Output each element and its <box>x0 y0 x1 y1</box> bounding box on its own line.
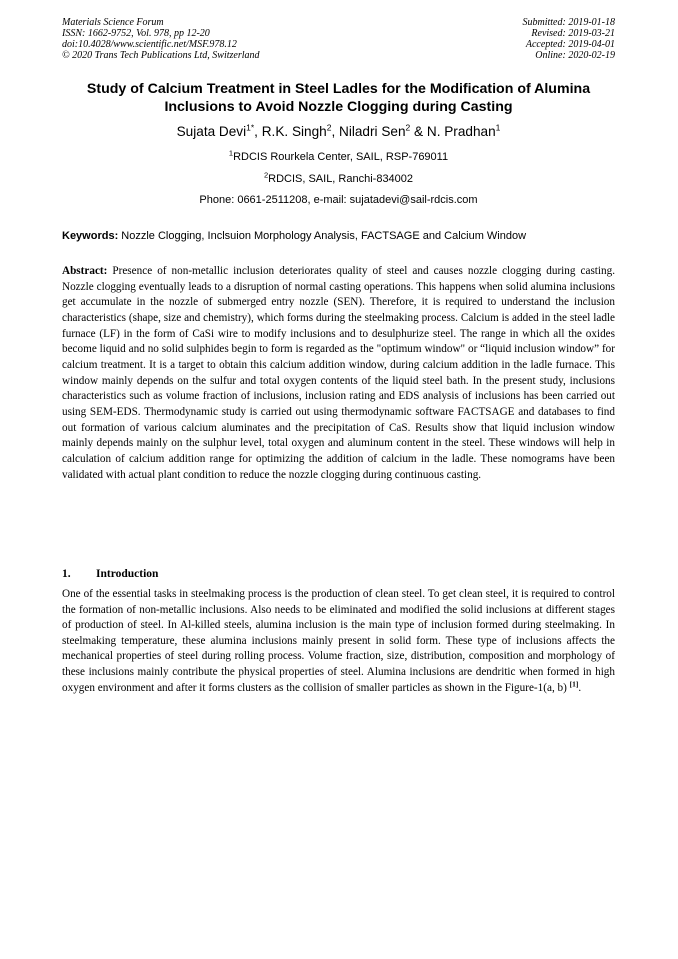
introduction-paragraph <box>62 587 615 696</box>
author-affiliation-mark: 2 <box>405 122 411 133</box>
author-affiliation-mark: 1 <box>495 122 501 133</box>
keywords <box>62 229 615 243</box>
journal-info <box>62 17 260 61</box>
section-heading <box>62 567 158 581</box>
paper-title: Study of Calcium Treatment in Steel Ladles for the Modification of Alumina Inclusions to Avoid Nozzle Clogging during Casting <box>86 81 591 115</box>
abstract <box>62 264 615 483</box>
abstract-text: Presence of non-metallic inclusion deteriorates quality of steel and causes nozzle clogging during casting. Nozzle clogging eventually leads to a disruption of normal casting operations. This happens when solid alumina inclusions get accumulate in the nozzle of submerged entry nozzle (SEN). Therefore, it is required to understand the inclusion characteristics (shape, size and chemistry), which forms during the steelmaking process. Calcium is added in the steel ladle furnace (LF) in the form of CaSi wire to modify inclusions and to desulphurize steel. The range in which all the oxides become liquid and no solid sulphides begin to form is regarded as the "optimum window" or “liquid inclusion window” for calcium treatment. It is a target to obtain this calcium addition window, during calcium addition in the ladle furnace. This window mainly depends on the sulfur and total oxygen contents of the liquid steel bath. In the present study, inclusions characteristics such as volume fraction of inclusions, inclusion rating and EDS analysis of inclusions has been carried out using SEM-EDS. Thermodynamic study is carried out using thermodynamic software FACTSAGE and databases to find out formation of various calcium aluminates and the precipitation of CaS. Results show that liquid inclusion window mainly depends mainly on the sulphur level, total oxygen and aluminum content in the steel. These windows will help in calculation of calcium addition range for optimizing the addition of calcium in the ladle. These nomograms have been validated with actual plant condition to reduce the nozzle clogging during continuous casting. <box>62 265 615 481</box>
author-affiliation-mark: 1* <box>246 122 255 133</box>
keywords-label: Keywords: <box>62 230 119 242</box>
introduction-end: . <box>578 681 582 694</box>
author-separator: , <box>331 124 340 139</box>
author-list <box>62 123 615 140</box>
author-name: R.K. Singh <box>261 124 327 139</box>
author-affiliation-mark: 2 <box>326 122 332 133</box>
author-separator: , <box>254 124 262 139</box>
contact-info: Phone: 0661-2511208, e-mail: sujatadevi@sail-rdcis.com <box>199 194 478 206</box>
author-name: Sujata Devi <box>176 124 247 139</box>
abstract-label: Abstract: <box>62 265 108 277</box>
journal-issn: ISSN: 1662-9752, Vol. 978, pp 12-20 <box>62 28 210 39</box>
citation-mark: [1] <box>569 678 579 688</box>
author-name: N. Pradhan <box>426 124 496 139</box>
journal-name: Materials Science Forum <box>62 17 164 28</box>
journal-doi: doi:10.4028/www.scientific.net/MSF.978.12 <box>62 39 237 50</box>
affiliation-1 <box>62 150 615 164</box>
date-submitted: Submitted: 2019-01-18 <box>522 17 615 28</box>
author-separator: & <box>410 124 427 139</box>
affiliation-2 <box>62 172 615 186</box>
date-accepted: Accepted: 2019-04-01 <box>525 39 615 50</box>
affiliation-text: RDCIS, SAIL, Ranchi-834002 <box>268 173 414 185</box>
affiliation-text: RDCIS Rourkela Center, SAIL, RSP-769011 <box>233 151 449 163</box>
affiliation-mark: 2 <box>263 170 269 180</box>
section-number: 1. <box>62 568 71 580</box>
affiliation-mark: 1 <box>228 148 234 158</box>
date-revised: Revised: 2019-03-21 <box>531 28 615 39</box>
introduction-text: One of the essential tasks in steelmaking process is the production of clean steel. To get clean steel, it is required to control the formation of non-metallic inclusions. Also needs to be eliminated and modified the solid inclusions at different stages of production of steel. In Al-killed steels, alumina inclusion is the main type of inclusion formed during steelmaking. In steelmaking temperature, these alumina inclusions mainly present in solid form. These type of inclusions affects the mechanical properties of steel during rolling process. Volume fraction, size, distribution, composition and morphology of these inclusions mainly contribute the physical properties of steel. Alumina inclusions are dendritic when formed in high oxygen environment and after it forms clusters as the collision of smaller particles as shown in the Figure-1(a, b) <box>62 588 615 694</box>
section-title: Introduction <box>96 568 159 580</box>
publication-dates <box>523 17 616 61</box>
date-online: Online: 2020-02-19 <box>535 50 615 61</box>
author-name: Niladri Sen <box>339 124 406 139</box>
journal-copyright: © 2020 Trans Tech Publications Ltd, Switzerland <box>62 50 260 61</box>
keywords-text: Nozzle Clogging, Inclsuion Morphology Analysis, FACTSAGE and Calcium Window <box>118 230 527 242</box>
